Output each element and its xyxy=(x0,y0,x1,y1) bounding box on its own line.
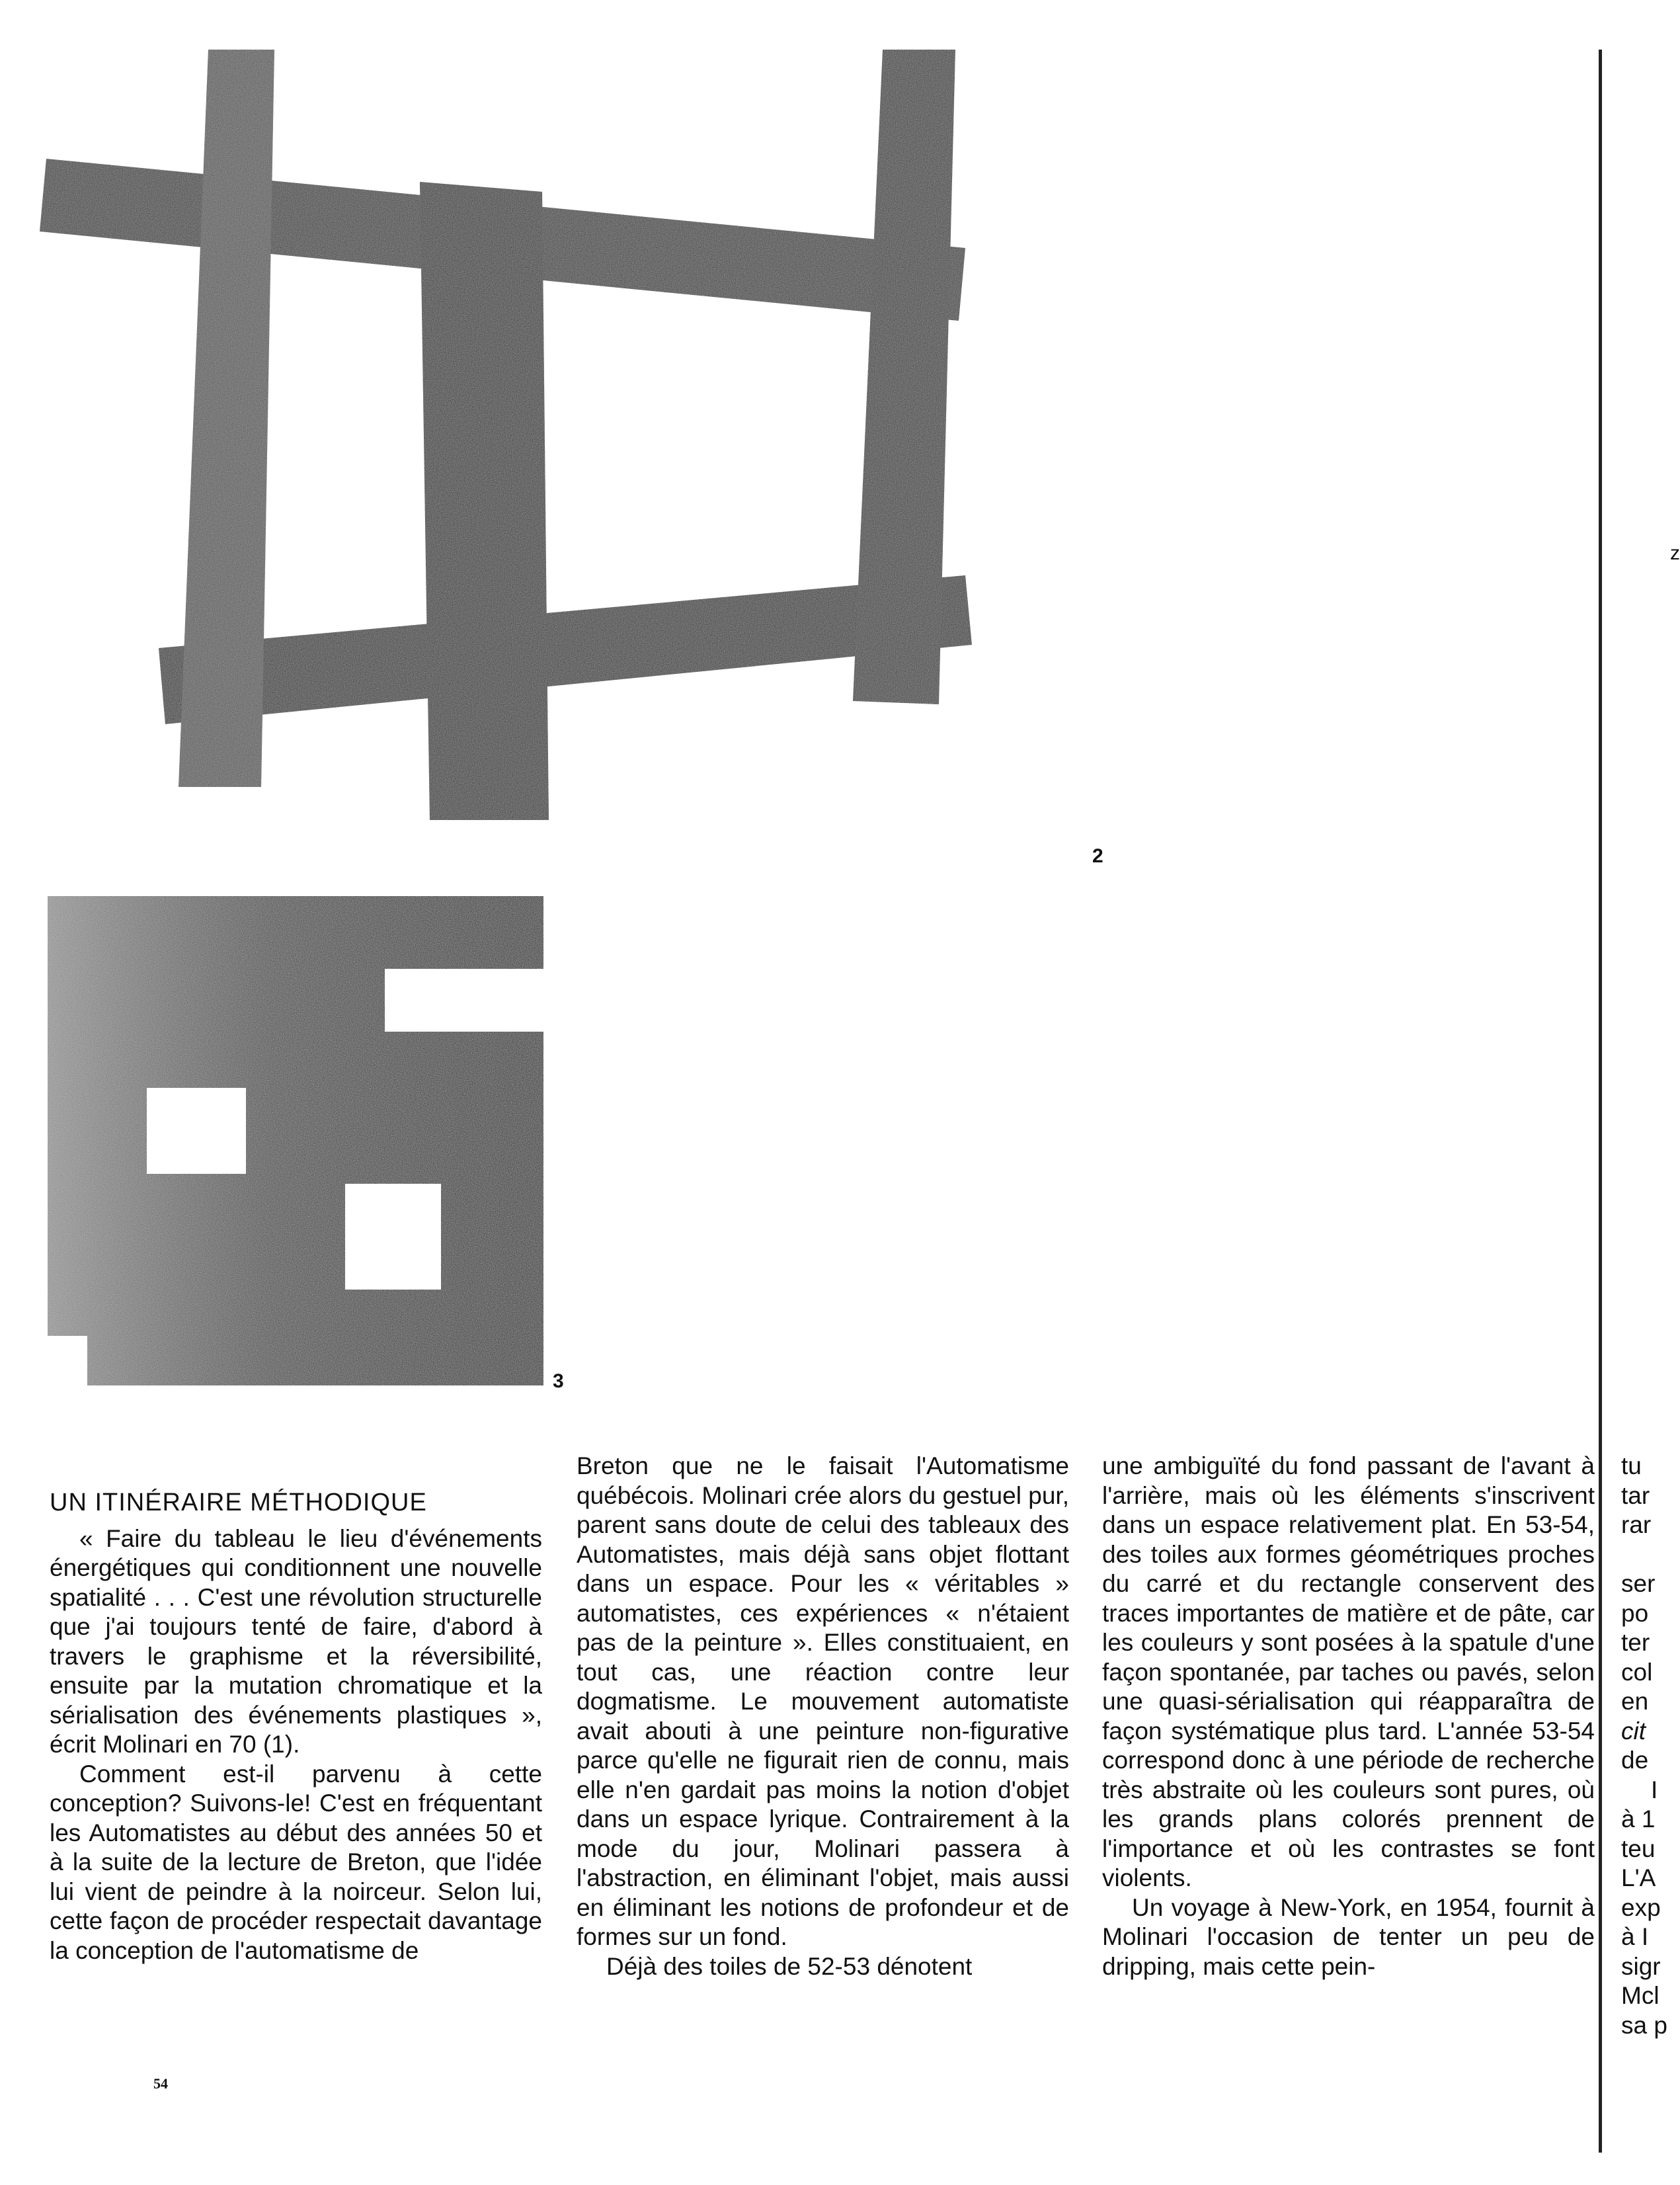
figure-2-artwork xyxy=(40,40,998,833)
figure-3-number: 3 xyxy=(553,1370,564,1392)
fragment-line: cit xyxy=(1621,1717,1646,1745)
fragment-line: ser xyxy=(1621,1570,1656,1597)
fragment-line: de xyxy=(1621,1747,1649,1774)
fragment-line: tar xyxy=(1621,1481,1650,1509)
fragment-line: exp xyxy=(1621,1893,1661,1921)
section-heading: UN ITINÉRAIRE MÉTHODIQUE xyxy=(50,1489,427,1516)
fragment-line: tu xyxy=(1621,1452,1642,1479)
paragraph: Comment est-il parvenu à cette conception? Suivons-le! C'est en fréquentant les Automatistes au début des années 50 et à la suite de la lecture de Breton, que l'idée lui vient de peindre à la noirceur. Selon lui, cette façon de procéder respectait davantage la conception de l'automatisme de xyxy=(50,1760,542,1964)
fragment-line: rar xyxy=(1621,1511,1652,1538)
figure-3 xyxy=(48,896,550,1395)
fragment-line: I xyxy=(1651,1776,1658,1803)
fragment-line: col xyxy=(1621,1658,1653,1686)
fragment-line: ter xyxy=(1621,1629,1650,1656)
fragment-line: à I xyxy=(1621,1923,1649,1950)
fragment-line: en xyxy=(1621,1688,1649,1715)
figure-3-artwork xyxy=(48,896,550,1392)
figure-2 xyxy=(40,40,998,837)
page-number: 54 xyxy=(153,2075,168,2092)
fragment-line: Mcl xyxy=(1621,1982,1660,2009)
fragment-line: sigr xyxy=(1621,1952,1661,1980)
article-column-1 xyxy=(50,1452,542,1965)
fragment-line: L'A xyxy=(1621,1864,1656,1891)
paragraph: Déjà des toiles de 52-53 dénotent xyxy=(606,1952,973,1980)
column-rule xyxy=(1599,50,1602,2153)
fragment-line: à 1 xyxy=(1621,1805,1656,1833)
paragraph: Breton que ne le faisait l'Automatisme québécois. Molinari crée alors du gestuel pur, parent sans doute de celui des tableaux des Automatistes, mais déjà sans objet flottant dans un espace. Pour les « véritables » automatistes, ces expériences « n'étaient pas de la peinture ». Elles constituaient, en tout cas, une réaction contre leur dogmatisme. Le mouvement automatiste avait abouti à une peinture non-figurative parce qu'elle ne figurait rien de connu, mais elle n'en gardait pas moins la notion d'objet dans un espace lyrique. Contrairement à la mode du jour, Molinari passera à l'abstraction, en éliminant l'objet, mais aussi en éliminant les notions de profondeur et de formes sur un fond. xyxy=(577,1452,1069,1950)
paragraph: Un voyage à New-York, en 1954, fournit à Molinari l'occasion de tenter un peu de dripping, mais cette pein- xyxy=(1102,1893,1595,1980)
article-column-2 xyxy=(577,1452,1069,1981)
fragment-line: teu xyxy=(1621,1835,1656,1862)
fragment-line: po xyxy=(1621,1599,1649,1627)
fragment-line xyxy=(1621,1540,1679,1570)
paragraph: « Faire du tableau le lieu d'événements énergétiques qui conditionnent une nouvelle spatialité . . . C'est une révolution structurelle que j'ai toujours tenté de faire, d'abord à travers le graphisme et la réversibilité, ensuite par la mutation chromatique et la sérialisation des événements plastiques », écrit Molinari en 70 (1). xyxy=(50,1524,542,1758)
article-column-3 xyxy=(1102,1452,1595,1981)
next-column-fragment xyxy=(1621,1452,1679,2040)
figure-2-number: 2 xyxy=(1092,845,1103,867)
fragment-line: sa p xyxy=(1621,2011,1667,2039)
edge-mark: z xyxy=(1670,542,1680,564)
paragraph: une ambiguïté du fond passant de l'avant à l'arrière, mais où les éléments s'inscrivent dans un espace relativement plat. En 53-54, des toiles aux formes géométriques proches du carré et du rectangle conservent des traces importantes de matière et de pâte, car les couleurs y sont posées à la spatule d'une façon spontanée, par taches ou pavés, selon une quasi-sérialisation qui réapparaîtra de façon systématique plus tard. L'année 53-54 correspond donc à une période de recherche très abstraite où les couleurs sont pures, où les grands plans colorés prennent de l'importance et où les contrastes se font violents. xyxy=(1102,1452,1595,1891)
